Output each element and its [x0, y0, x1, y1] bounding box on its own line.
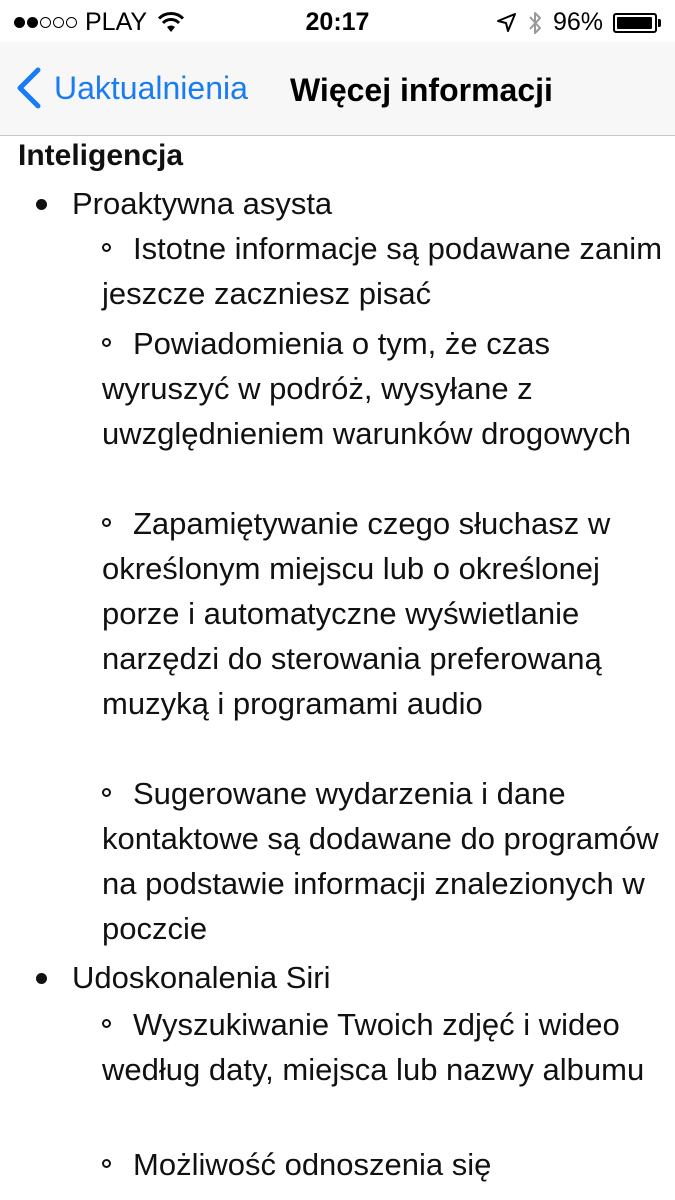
bullet-icon	[36, 973, 47, 984]
location-arrow-icon	[495, 12, 517, 34]
battery-body	[613, 13, 657, 33]
status-bar	[0, 0, 675, 42]
bluetooth-icon	[527, 10, 543, 36]
status-right	[495, 8, 661, 37]
navigation-bar	[0, 42, 675, 136]
sub-list-item: Wyszukiwanie Twoich zdjęć i wideo według daty, miejsca lub nazwy albumu	[102, 1007, 645, 1087]
circle-bullet-icon	[102, 1159, 111, 1168]
page-title: Więcej informacji	[290, 72, 553, 108]
circle-bullet-icon	[102, 243, 111, 252]
circle-bullet-icon	[102, 518, 111, 527]
sub-list-item: Istotne informacje są podawane zanim jeszcze zaczniesz pisać	[102, 231, 663, 311]
section-heading: Inteligencja	[18, 139, 184, 172]
list-item: Proaktywna asysta	[72, 186, 333, 221]
carrier-name: PLAY	[85, 8, 148, 36]
status-time: 20:17	[305, 8, 370, 36]
sub-list-item: Sugerowane wydarzenia i dane kontaktowe są dodawane do programów na podstawie informacji znalezionych w poczcie	[102, 776, 659, 946]
sub-list-item: Powiadomienia o tym, że czas wyruszyć w podróż, wysyłane z uwzględnieniem warunków drogowych	[102, 326, 631, 451]
back-button[interactable]	[14, 66, 248, 110]
chevron-left-icon	[14, 66, 42, 110]
bullet-icon	[36, 199, 47, 210]
circle-bullet-icon	[102, 1019, 111, 1028]
battery-fill	[617, 17, 652, 29]
battery-percent: 96%	[552, 8, 603, 36]
circle-bullet-icon	[102, 788, 111, 797]
circle-bullet-icon	[102, 338, 111, 347]
battery-icon	[613, 13, 661, 33]
back-button-label: Uaktualnienia	[54, 69, 248, 106]
battery-tip	[658, 19, 661, 27]
list-item: Udoskonalenia Siri	[72, 960, 331, 995]
sub-list-item: Możliwość odnoszenia się	[102, 1142, 662, 1187]
sub-list-item: Zapamiętywanie czego słuchasz w określonym miejscu lub o określonej porze i automatyczne wyświetlanie narzędzi do sterowania preferowaną muzyką i programami audio	[102, 506, 611, 721]
